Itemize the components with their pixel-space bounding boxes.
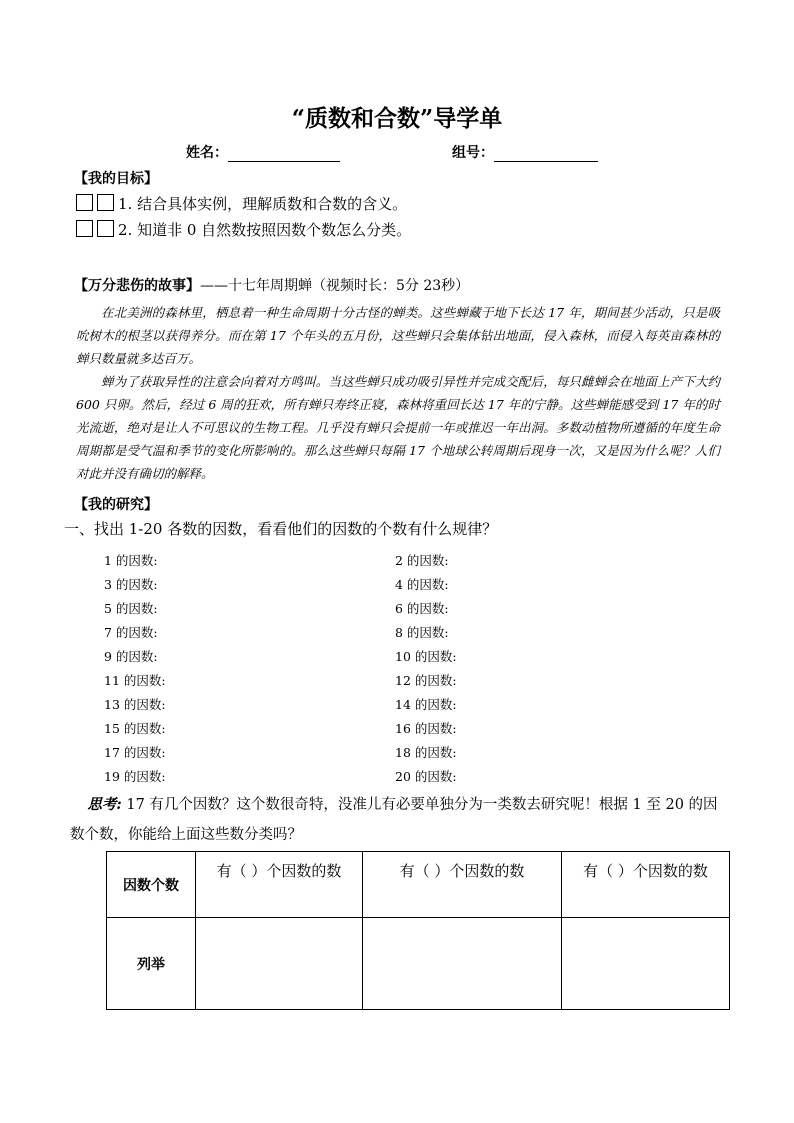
story-header — [74, 275, 469, 295]
group-blank[interactable] — [494, 147, 598, 162]
factor-prompt: 5 的因数: — [104, 601, 158, 616]
think-label: 思考: — [87, 796, 122, 813]
factor-prompt: 12 的因数: — [395, 673, 457, 688]
factor-prompt: 9 的因数: — [104, 649, 158, 664]
goal-text: 2. 知道非 0 自然数按照因数个数怎么分类。 — [118, 221, 412, 239]
name-label: 姓名： — [186, 145, 228, 161]
factor-prompt: 15 的因数: — [104, 721, 166, 736]
answer-cell[interactable] — [363, 918, 562, 1010]
think-prompt — [70, 790, 730, 850]
checkbox[interactable] — [97, 194, 114, 211]
story-body — [76, 301, 720, 485]
row-header-count: 因数个数 — [107, 852, 196, 918]
column-header: 有（ ）个因数的数 — [363, 852, 562, 918]
row-header-examples: 列举 — [107, 918, 196, 1010]
question-1: 一、找出 1-20 各数的因数，看看他们的因数的个数有什么规律？ — [64, 520, 498, 538]
factor-prompt: 4 的因数: — [395, 577, 449, 592]
factor-prompt: 6 的因数: — [395, 601, 449, 616]
factor-prompt: 19 的因数: — [104, 769, 166, 784]
factor-prompt: 16 的因数: — [395, 721, 457, 736]
answer-cell[interactable] — [196, 918, 363, 1010]
classification-table — [106, 851, 730, 1010]
group-label: 组号： — [452, 145, 494, 161]
factor-prompt: 13 的因数: — [104, 697, 166, 712]
factor-prompt: 17 的因数: — [104, 745, 166, 760]
name-blank[interactable] — [228, 147, 340, 162]
checkbox[interactable] — [76, 220, 93, 237]
group-field — [452, 142, 598, 162]
factor-prompt: 11 的因数: — [104, 673, 166, 688]
checkbox[interactable] — [97, 220, 114, 237]
factor-prompt: 18 的因数: — [395, 745, 457, 760]
factor-prompt: 14 的因数: — [395, 697, 457, 712]
factor-prompt: 2 的因数: — [395, 553, 449, 568]
column-header: 有（ ）个因数的数 — [562, 852, 730, 918]
name-field — [186, 142, 340, 162]
story-heading: 【万分悲伤的故事】 — [74, 278, 200, 294]
page-title: “质数和合数”导学单 — [291, 105, 503, 132]
factor-prompt: 20 的因数: — [395, 769, 457, 784]
factor-prompt: 3 的因数: — [104, 577, 158, 592]
factor-prompt: 10 的因数: — [395, 649, 457, 664]
answer-cell[interactable] — [562, 918, 730, 1010]
goal-item — [76, 219, 411, 240]
think-text: 17 有几个因数？这个数很奇特，没准儿有必要单独分为一类数去研究呢！根据 1 至 20 的因数个数，你能给上面这些数分类吗？ — [70, 797, 718, 843]
factor-prompt: 7 的因数: — [104, 625, 158, 640]
goal-item — [76, 193, 407, 214]
checkbox[interactable] — [76, 194, 93, 211]
research-heading: 【我的研究】 — [74, 497, 158, 513]
story-subtitle: ——十七年周期蝉（视频时长：5分 23秒） — [200, 278, 470, 294]
story-paragraph: 在北美洲的森林里，栖息着一种生命周期十分古怪的蝉类。这些蝉藏于地下长达 17 年，期间甚少活动，只是吸吮树木的根茎以获得养分。而在第 17 个年头的五月份，这些蝉只会集体钻出地面，侵入森林，而侵入每英亩森林的蝉只数量就多达百万。 — [76, 305, 720, 366]
column-header: 有（ ）个因数的数 — [196, 852, 363, 918]
goal-text: 1. 结合具体实例，理解质数和合数的含义。 — [118, 195, 408, 213]
factor-prompt: 1 的因数: — [104, 553, 158, 568]
story-paragraph: 蝉为了获取异性的注意会向着对方鸣叫。当这些蝉只成功吸引异性并完成交配后，每只雌蝉会在地面上产下大约 600 只卵。然后，经过 6 周的狂欢，所有蝉只寿终正寝，森林将重回长达 17 年的宁静。这些蝉能感受到 17 年的时光流逝，绝对是让人不可思议的生物工程。几乎没有蝉只会提前一年或推迟一年出洞。多数动植物所遵循的年度生命周期都是受气温和季节的变化所影响的。那么这些蝉只每隔 17 个地球公转周期后现身一次，又是因为什么呢？人们对此并没有确切的解释。 — [76, 374, 720, 481]
goals-heading: 【我的目标】 — [74, 171, 158, 187]
factor-prompt: 8 的因数: — [395, 625, 449, 640]
